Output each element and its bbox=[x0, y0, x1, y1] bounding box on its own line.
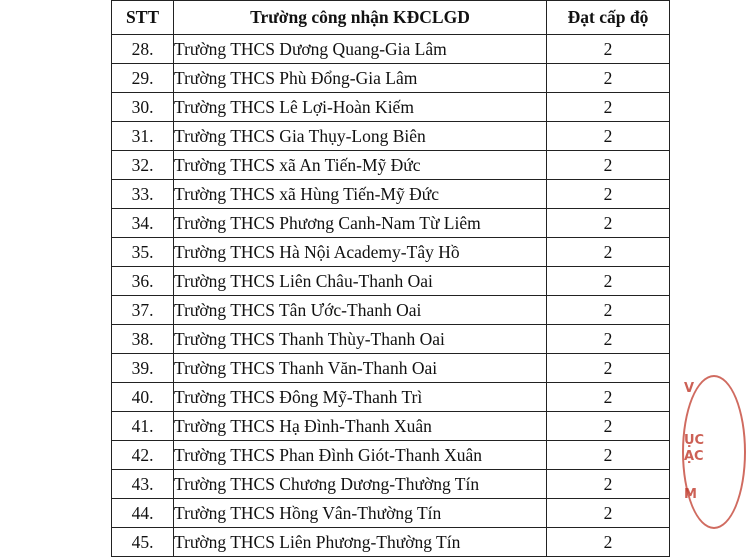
school-name: Trường THCS Chương Dương-Thường Tín bbox=[174, 470, 547, 499]
header-school-name: Trường công nhận KĐCLGD bbox=[174, 1, 547, 35]
table-row bbox=[112, 180, 670, 209]
school-name: Trường THCS Liên Phương-Thường Tín bbox=[174, 528, 547, 557]
table-row bbox=[112, 238, 670, 267]
school-name: Trường THCS Hạ Đình-Thanh Xuân bbox=[174, 412, 547, 441]
row-number: 35. bbox=[112, 238, 174, 267]
row-number: 36. bbox=[112, 267, 174, 296]
accreditation-level: 2 bbox=[547, 296, 670, 325]
accreditation-level: 2 bbox=[547, 383, 670, 412]
table-row bbox=[112, 296, 670, 325]
table-row bbox=[112, 528, 670, 557]
red-seal-stamp-icon bbox=[676, 375, 716, 535]
school-name: Trường THCS Phương Canh-Nam Từ Liêm bbox=[174, 209, 547, 238]
school-name: Trường THCS Lê Lợi-Hoàn Kiếm bbox=[174, 93, 547, 122]
table-row bbox=[112, 122, 670, 151]
accreditation-level: 2 bbox=[547, 441, 670, 470]
table-row bbox=[112, 209, 670, 238]
stamp-fragment: M bbox=[684, 487, 697, 502]
table-header-row bbox=[112, 1, 670, 35]
accreditation-level: 2 bbox=[547, 122, 670, 151]
table-row bbox=[112, 325, 670, 354]
row-number: 32. bbox=[112, 151, 174, 180]
row-number: 39. bbox=[112, 354, 174, 383]
row-number: 45. bbox=[112, 528, 174, 557]
school-name: Trường THCS Gia Thụy-Long Biên bbox=[174, 122, 547, 151]
row-number: 40. bbox=[112, 383, 174, 412]
accreditation-level: 2 bbox=[547, 412, 670, 441]
row-number: 31. bbox=[112, 122, 174, 151]
accreditation-level: 2 bbox=[547, 267, 670, 296]
accreditation-level: 2 bbox=[547, 470, 670, 499]
accreditation-level: 2 bbox=[547, 209, 670, 238]
accreditation-level: 2 bbox=[547, 93, 670, 122]
school-name: Trường THCS Liên Châu-Thanh Oai bbox=[174, 267, 547, 296]
school-name: Trường THCS xã Hùng Tiến-Mỹ Đức bbox=[174, 180, 547, 209]
row-number: 44. bbox=[112, 499, 174, 528]
row-number: 33. bbox=[112, 180, 174, 209]
accreditation-level: 2 bbox=[547, 238, 670, 267]
header-level: Đạt cấp độ bbox=[547, 1, 670, 35]
table-row bbox=[112, 151, 670, 180]
row-number: 34. bbox=[112, 209, 174, 238]
school-name: Trường THCS xã An Tiến-Mỹ Đức bbox=[174, 151, 547, 180]
accreditation-level: 2 bbox=[547, 499, 670, 528]
table-row bbox=[112, 383, 670, 412]
school-name: Trường THCS Đông Mỹ-Thanh Trì bbox=[174, 383, 547, 412]
accreditation-level: 2 bbox=[547, 180, 670, 209]
school-name: Trường THCS Dương Quang-Gia Lâm bbox=[174, 35, 547, 64]
table-row bbox=[112, 64, 670, 93]
row-number: 28. bbox=[112, 35, 174, 64]
accreditation-level: 2 bbox=[547, 151, 670, 180]
school-name: Trường THCS Tân Ước-Thanh Oai bbox=[174, 296, 547, 325]
row-number: 38. bbox=[112, 325, 174, 354]
table-row bbox=[112, 470, 670, 499]
row-number: 41. bbox=[112, 412, 174, 441]
table-row bbox=[112, 35, 670, 64]
row-number: 30. bbox=[112, 93, 174, 122]
stamp-fragment: ẠC bbox=[684, 449, 704, 464]
accreditation-level: 2 bbox=[547, 64, 670, 93]
school-accreditation-table bbox=[111, 0, 670, 557]
table-row bbox=[112, 412, 670, 441]
row-number: 43. bbox=[112, 470, 174, 499]
accreditation-level: 2 bbox=[547, 528, 670, 557]
table-row bbox=[112, 93, 670, 122]
school-name: Trường THCS Phan Đình Giót-Thanh Xuân bbox=[174, 441, 547, 470]
accreditation-level: 2 bbox=[547, 35, 670, 64]
header-stt: STT bbox=[112, 1, 174, 35]
school-name: Trường THCS Thanh Văn-Thanh Oai bbox=[174, 354, 547, 383]
school-name: Trường THCS Hà Nội Academy-Tây Hồ bbox=[174, 238, 547, 267]
table-row bbox=[112, 499, 670, 528]
school-name: Trường THCS Thanh Thùy-Thanh Oai bbox=[174, 325, 547, 354]
stamp-fragment: ỤC bbox=[684, 433, 705, 448]
table-row bbox=[112, 267, 670, 296]
school-name: Trường THCS Phù Đổng-Gia Lâm bbox=[174, 64, 547, 93]
row-number: 29. bbox=[112, 64, 174, 93]
table-row bbox=[112, 441, 670, 470]
accreditation-level: 2 bbox=[547, 354, 670, 383]
row-number: 42. bbox=[112, 441, 174, 470]
stamp-fragment: V bbox=[684, 381, 695, 396]
table-body bbox=[112, 35, 670, 557]
school-name: Trường THCS Hồng Vân-Thường Tín bbox=[174, 499, 547, 528]
accreditation-level: 2 bbox=[547, 325, 670, 354]
table-row bbox=[112, 354, 670, 383]
row-number: 37. bbox=[112, 296, 174, 325]
